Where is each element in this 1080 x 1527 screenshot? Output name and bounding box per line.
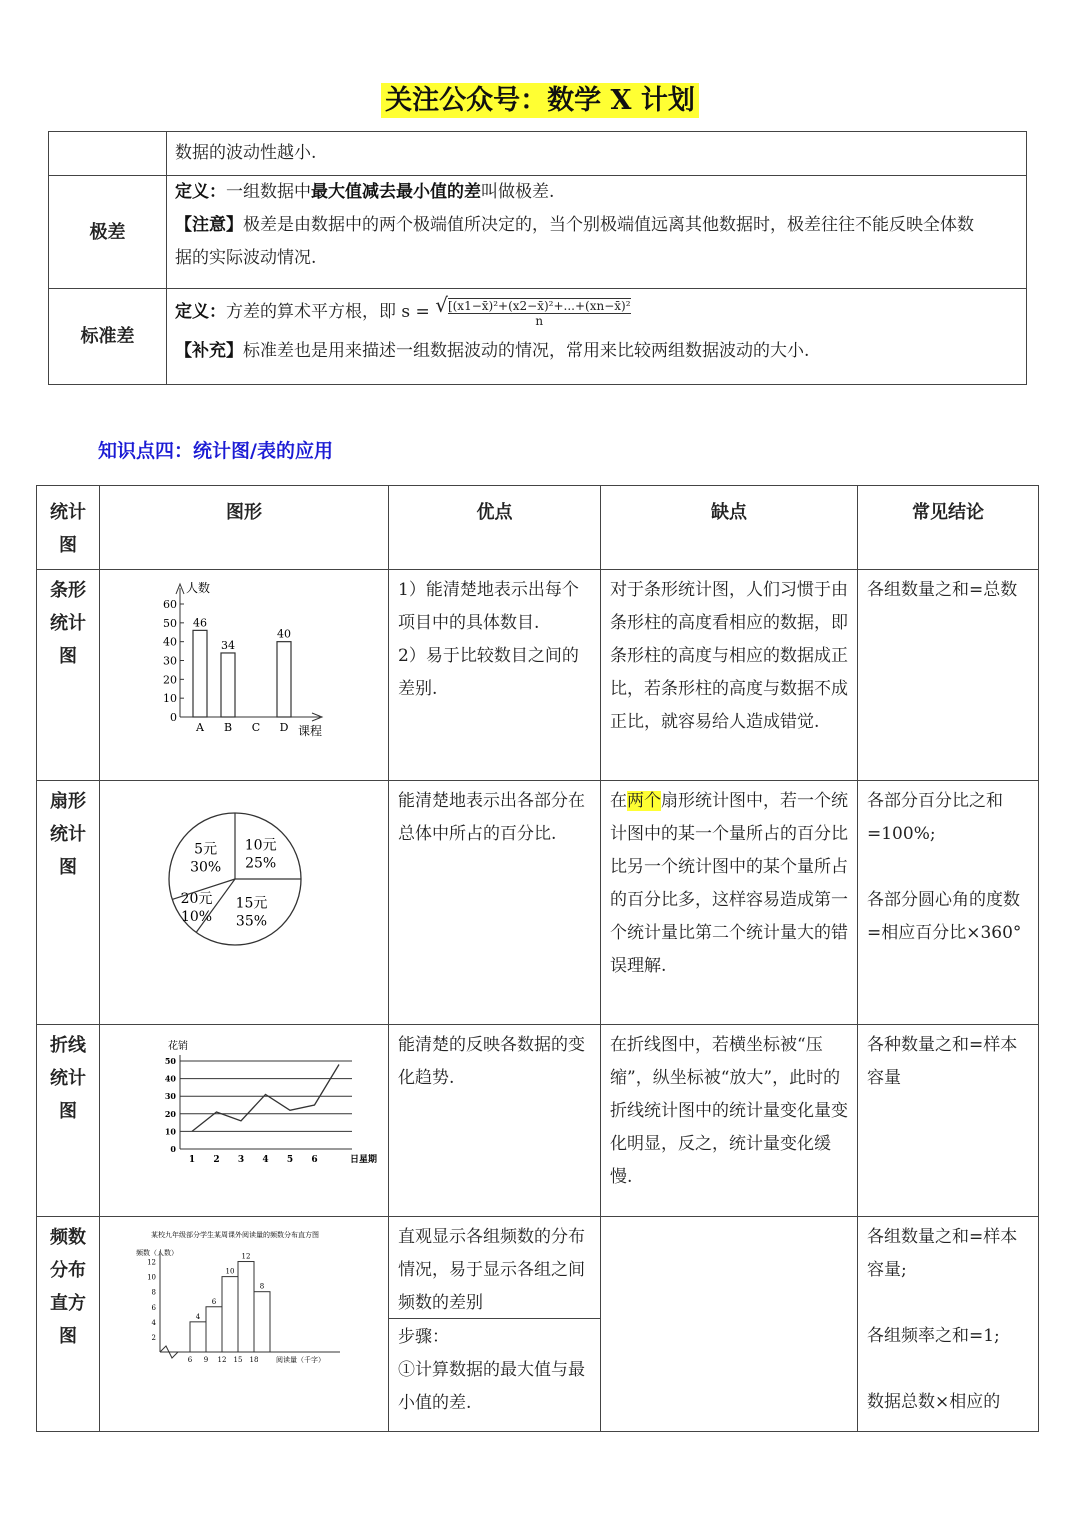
data-label-D: 40 [277,627,291,641]
bar-row-name: 条形统计图 [37,570,100,781]
slice-label-1: 15元 [235,895,268,912]
highlight-two: 两个 [627,791,661,811]
sqrt-formula: √ $\frac{\text{[(x1−x̄)²+(x2−x̄)²+...+(xn−x̄)²}}{n}$ [435,292,631,328]
chart-comparison-table [36,485,1039,1432]
y-tick-label: 30 [164,1091,176,1102]
hist-bar-9 [206,1307,222,1352]
x-tick-label: 5 [286,1155,294,1165]
x-tick-label: 1 [188,1155,196,1165]
pie-disadvantage: 在两个扇形统计图中，若一个统计图中的某一个量所占的百分比比另一个统计图中的某个量所占的百分比多，这样容易造成第一个统计量比第二个统计量大的错误理解. [601,781,858,1025]
y-tick-label: 0 [170,711,177,724]
x-tick-label-18: 18 [249,1356,259,1364]
slice-label-0: 10元 [244,837,277,854]
x-tick-label: 6 [311,1155,318,1165]
hist-data-label-15: 12 [241,1252,251,1261]
x-tick-label-A: A [196,721,204,734]
slice-pct-0: 25% [245,855,277,872]
bar-B [221,653,235,717]
slice-pct-1: 35% [235,913,268,930]
hist-row-name: 频数分布直方图 [37,1217,100,1432]
slice-label-3: 5元 [194,841,218,858]
bar-D [277,642,291,717]
std-heading: 标准差 [49,289,167,385]
header-chart: 统计图 [37,486,100,570]
range-content: 定义：一组数据中最大值减去最小值的差叫做极差. 【注意】极差是由数据中的两个极端值所决定的，当个别极端值远离其他数据时，极差往往不能反映全体数 据的实际波动情况. [167,176,1027,289]
hist-bar-18 [254,1292,270,1352]
bar-chart [100,570,370,768]
y-axis-label: 人数 [186,581,211,595]
y-tick-label: 10 [164,1126,176,1137]
x-axis-label: 阅读量（千字） [276,1356,325,1364]
x-tick-label: 3 [237,1155,245,1165]
x-axis-label: 日星期 [350,1155,378,1165]
bar-A [193,630,207,717]
line-conclusion: 各种数量之和=样本容量 [858,1025,1039,1217]
y-tick-label: 20 [163,673,177,687]
data-label-A: 46 [193,616,207,630]
y-tick-label: 10 [163,692,177,706]
bar-conclusion: 各组数量之和=总数 [858,570,1039,781]
histogram-title: 某校九年级部分学生某周课外阅读量的频数分布直方图 [151,1231,319,1239]
slice-pct-3: 30% [190,859,222,876]
hist-disadvantage [601,1217,858,1432]
bar-advantage: 1）能清楚地表示出每个项目中的具体数目. 2）易于比较数目之间的差别. [389,570,601,781]
line-advantage: 能清楚的反映各数据的变化趋势. [389,1025,601,1217]
histogram-chart [100,1217,370,1419]
section-title: 知识点四：统计图/表的应用 [98,440,333,462]
y-tick-label: 30 [163,654,177,668]
x-tick-label-B: B [223,721,233,734]
x-tick-label-9: 9 [203,1356,209,1364]
y-tick-label: 50 [164,1056,176,1066]
slice-label-2: 20元 [180,890,213,907]
stats-definition-table [48,131,1027,385]
y-tick-label: 60 [163,598,177,611]
x-axis-label: 课程 [298,724,323,738]
x-tick-label-6: 6 [187,1356,193,1364]
x-tick-label-15: 15 [233,1356,243,1364]
x-tick-label-D: D [279,721,289,734]
y-tick-label: 10 [147,1273,156,1282]
range-heading: 极差 [49,176,167,289]
y-tick-label: 50 [163,616,177,630]
bar-disadvantage: 对于条形统计图，人们习惯于由条形柱的高度看相应的数据，即条形柱的高度与相应的数据成正比，若条形柱的高度与数据不成正比，就容易给人造成错觉. [601,570,858,781]
hist-data-label-6: 4 [195,1312,201,1321]
header-figure: 图形 [100,486,389,570]
series-line [192,1065,339,1132]
hist-advantage: 直观显示各组频数的分布情况，易于显示各组之间频数的差别 步骤： ①计算数据的最大值与最小值的差. [389,1217,601,1432]
y-tick-label: 4 [151,1318,156,1327]
header-advantage: 优点 [389,486,601,570]
hist-bar-6 [190,1322,206,1352]
header-disadvantage: 缺点 [601,486,858,570]
x-tick-label: 4 [262,1155,269,1165]
hist-data-label-9: 6 [211,1297,217,1306]
std-content: 定义：方差的算术平方根，即 s = √ $\frac{\text{[(x1−x̄)²+(x2−x̄)²+...+(xn−x̄)²}}{n}$ 【补充】标准差也是用来描述一组数据波动的情况，常用来比较两组数据波动的大小. [167,289,1027,385]
y-tick-label: 0 [170,1144,176,1154]
x-tick-label-12: 12 [217,1356,227,1364]
x-tick-label-C: C [251,721,261,734]
header-conclusion: 常见结论 [858,486,1039,570]
hist-data-label-12: 10 [225,1267,235,1276]
y-tick-label: 8 [151,1288,156,1297]
page-title: 关注公众号：数学 X 计划 [0,78,1080,117]
y-tick-label: 2 [151,1333,156,1342]
pie-conclusion: 各部分百分比之和=100%; 各部分圆心角的度数=相应百分比×360° [858,781,1039,1025]
pie-chart [100,781,370,1012]
x-tick-label: 2 [213,1155,220,1165]
y-axis-label: 频数（人数） [136,1249,178,1257]
y-tick-label: 40 [163,635,177,649]
line-disadvantage: 在折线图中，若横坐标被“压缩”，纵坐标被“放大”，此时的折线统计图中的统计量变化量变化明显，反之，统计量变化缓慢. [601,1025,858,1217]
line-chart [100,1025,378,1204]
hist-conclusion: 各组数量之和=样本容量; 各组频率之和=1; 数据总数×相应的 [858,1217,1039,1432]
y-tick-label: 6 [151,1303,156,1312]
hist-bar-12 [222,1277,238,1352]
data-label-B: 34 [221,638,235,652]
y-tick-label: 12 [147,1258,156,1267]
y-tick-label: 20 [164,1108,176,1119]
hist-data-label-18: 8 [259,1282,265,1291]
y-tick-label: 40 [164,1073,176,1084]
pie-row-name: 扇形统计图 [37,781,100,1025]
slice-pct-2: 10% [180,908,213,925]
line-row-name: 折线统计图 [37,1025,100,1217]
pie-advantage: 能清楚地表示出各部分在总体中所占的百分比. [389,781,601,1025]
hist-bar-15 [238,1262,254,1352]
y-axis-label: 花销 [168,1041,188,1052]
row-continued-text: 数据的波动性越小. [167,132,1027,176]
